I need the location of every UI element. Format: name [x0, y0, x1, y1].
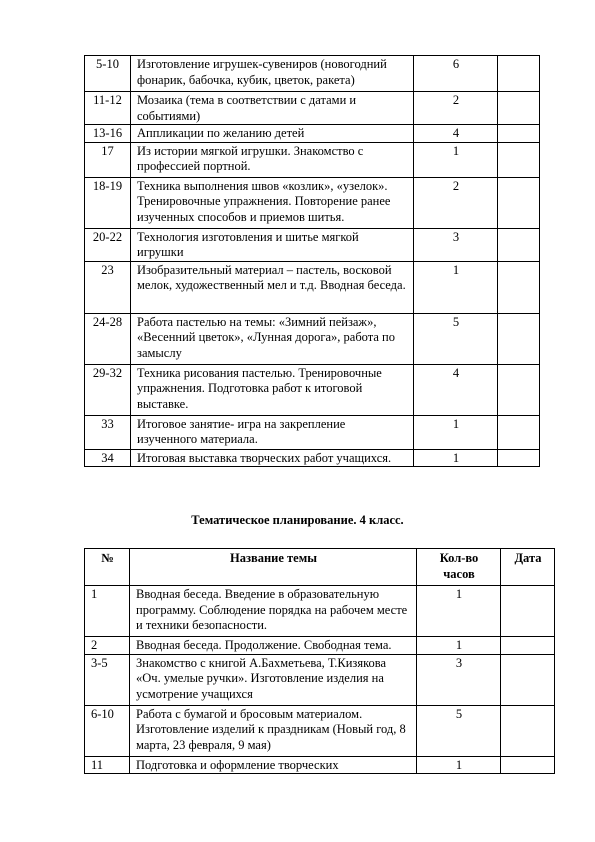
row-date	[498, 313, 540, 364]
row-date	[501, 756, 555, 774]
table-row	[85, 449, 540, 467]
row-number: 13-16	[85, 125, 131, 143]
row-hours: 1	[417, 756, 501, 774]
row-topic: Мозаика (тема в соответствии с датами и событиями)	[131, 92, 414, 125]
table-row	[85, 415, 540, 449]
row-date	[498, 56, 540, 92]
row-date	[498, 415, 540, 449]
table1-body	[85, 56, 540, 467]
row-hours: 3	[417, 654, 501, 705]
header-row	[85, 549, 555, 586]
row-topic: Аппликации по желанию детей	[131, 125, 414, 143]
table-row	[85, 756, 555, 774]
row-hours: 2	[414, 92, 498, 125]
row-topic: Итоговое занятие- игра на закрепление изученного материала.	[131, 415, 414, 449]
table-row	[85, 586, 555, 637]
header-topic: Название темы	[130, 549, 417, 586]
table-row	[85, 228, 540, 261]
row-topic: Техника выполнения швов «козлик», «узелок». Тренировочные упражнения. Повторение ранее изученных способов и приемов шитья.	[131, 177, 414, 228]
row-date	[498, 92, 540, 125]
schedule-table-continued	[84, 55, 540, 467]
row-number: 1	[85, 586, 130, 637]
table-row	[85, 705, 555, 756]
row-topic: Из истории мягкой игрушки. Знакомство с профессией портной.	[131, 142, 414, 177]
row-number: 11	[85, 756, 130, 774]
row-hours: 1	[414, 449, 498, 467]
row-number: 6-10	[85, 705, 130, 756]
row-hours: 6	[414, 56, 498, 92]
row-date	[498, 364, 540, 415]
table-row	[85, 177, 540, 228]
table-row	[85, 637, 555, 655]
row-hours: 3	[414, 228, 498, 261]
row-topic: Вводная беседа. Введение в образовательную программу. Соблюдение порядка на рабочем месте и техники безопасности.	[130, 586, 417, 637]
table2-header	[85, 549, 555, 586]
row-topic: Итоговая выставка творческих работ учащихся.	[131, 449, 414, 467]
table2-body	[85, 586, 555, 774]
row-hours: 2	[414, 177, 498, 228]
row-hours: 1	[417, 637, 501, 655]
header-hours: Кол-во часов	[417, 549, 501, 586]
row-hours: 5	[417, 705, 501, 756]
row-number: 29-32	[85, 364, 131, 415]
row-number: 24-28	[85, 313, 131, 364]
row-hours: 1	[417, 586, 501, 637]
row-number: 17	[85, 142, 131, 177]
row-topic: Изобразительный материал – пастель, восковой мелок, художественный мел и т.д. Вводная беседа.	[131, 261, 414, 313]
row-topic: Техника рисования пастелью. Тренировочные упражнения. Подготовка работ к итоговой выставке.	[131, 364, 414, 415]
row-hours: 4	[414, 364, 498, 415]
row-number: 11-12	[85, 92, 131, 125]
table-row	[85, 56, 540, 92]
row-date	[501, 654, 555, 705]
row-date	[498, 125, 540, 143]
table-row	[85, 364, 540, 415]
table-row	[85, 125, 540, 143]
row-date	[498, 142, 540, 177]
row-hours: 1	[414, 261, 498, 313]
row-date	[498, 261, 540, 313]
row-number: 33	[85, 415, 131, 449]
row-number: 5-10	[85, 56, 131, 92]
row-date	[498, 228, 540, 261]
row-topic: Работа с бумагой и бросовым материалом. Изготовление изделий к праздникам (Новый год, 8 марта, 23 февраля, 9 мая)	[130, 705, 417, 756]
row-hours: 4	[414, 125, 498, 143]
row-topic: Вводная беседа. Продолжение. Свободная тема.	[130, 637, 417, 655]
row-topic: Изготовление игрушек-сувениров (новогодний фонарик, бабочка, кубик, цветок, ракета)	[131, 56, 414, 92]
row-date	[498, 449, 540, 467]
row-number: 34	[85, 449, 131, 467]
row-date	[501, 586, 555, 637]
row-number: 2	[85, 637, 130, 655]
header-num: №	[85, 549, 130, 586]
row-topic: Подготовка и оформление творческих	[130, 756, 417, 774]
row-number: 3-5	[85, 654, 130, 705]
row-topic: Технология изготовления и шитье мягкой игрушки	[131, 228, 414, 261]
table-row	[85, 142, 540, 177]
row-hours: 1	[414, 415, 498, 449]
header-date: Дата	[501, 549, 555, 586]
table-row	[85, 261, 540, 313]
row-number: 20-22	[85, 228, 131, 261]
row-date	[501, 637, 555, 655]
row-hours: 5	[414, 313, 498, 364]
section-title: Тематическое планирование. 4 класс.	[191, 513, 404, 527]
row-topic: Работа пастелью на темы: «Зимний пейзаж», «Весенний цветок», «Лунная дорога», работа по замыслу	[131, 313, 414, 364]
table-row	[85, 654, 555, 705]
row-number: 18-19	[85, 177, 131, 228]
row-topic: Знакомство с книгой А.Бахметьева, Т.Кизякова «Оч. умелые ручки». Изготовление изделия на усмотрение учащихся	[130, 654, 417, 705]
table-row	[85, 92, 540, 125]
row-hours: 1	[414, 142, 498, 177]
schedule-table-grade-4	[84, 548, 555, 774]
row-date	[501, 705, 555, 756]
row-number: 23	[85, 261, 131, 313]
table-row	[85, 313, 540, 364]
row-date	[498, 177, 540, 228]
